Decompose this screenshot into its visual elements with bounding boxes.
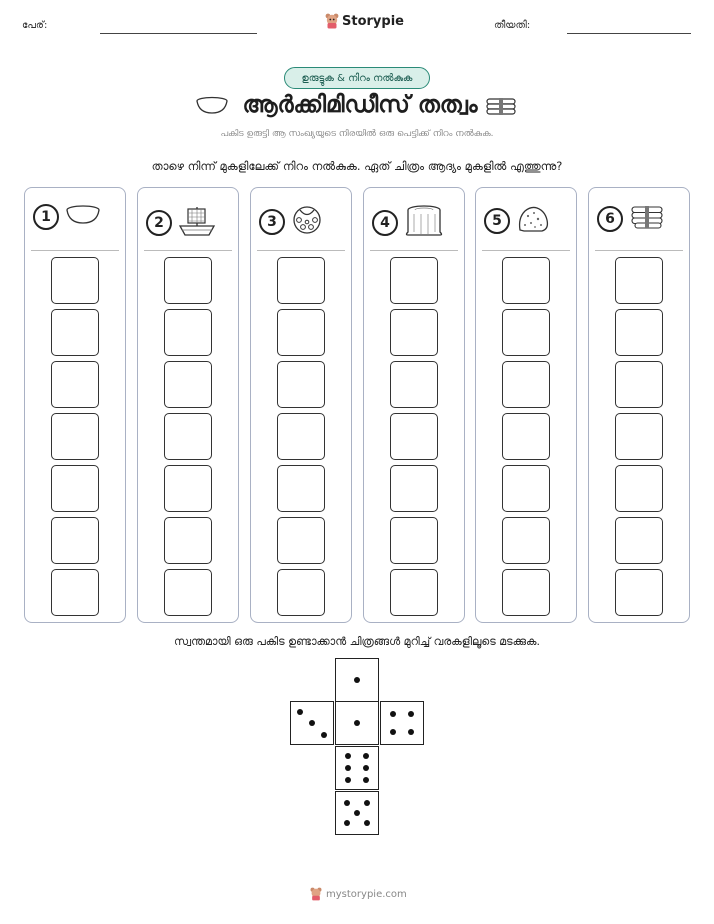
pip [345,765,351,771]
color-box[interactable] [164,309,212,356]
bowl-icon [65,204,101,230]
color-box[interactable] [502,517,550,564]
pip [309,720,315,726]
page-title: ആർക്കിമിഡീസ് തത്വം [242,92,478,118]
column-1 [24,187,126,623]
date-line[interactable] [567,33,691,34]
ship-icon [178,204,216,242]
column-number: 6 [597,206,623,232]
color-box[interactable] [164,517,212,564]
color-box[interactable] [277,257,325,304]
pip [390,711,396,717]
color-box[interactable] [277,517,325,564]
rock-icon [516,204,550,238]
color-box[interactable] [615,465,663,512]
dice-face-4 [380,701,424,745]
brand-name: Storypie [342,13,404,29]
color-box[interactable] [277,309,325,356]
column-divider [370,250,458,251]
column-2 [137,187,239,623]
dice-face-1 [335,658,379,702]
footer-url[interactable]: mystorypie.com [326,888,407,900]
color-box[interactable] [277,569,325,616]
color-box[interactable] [164,257,212,304]
color-box[interactable] [51,257,99,304]
column-number: 1 [33,204,59,230]
column-number: 3 [259,209,285,235]
color-box[interactable] [502,569,550,616]
pip [363,765,369,771]
column-6 [588,187,690,623]
pip [297,709,303,715]
color-box[interactable] [51,413,99,460]
column-header [259,204,323,240]
pip [345,777,351,783]
pip [390,729,396,735]
column-divider [482,250,570,251]
column-3 [250,187,352,623]
color-box[interactable] [615,413,663,460]
column-header [597,204,667,234]
name-label: പേര്: [22,20,48,31]
bundle-icon [484,96,520,118]
column-divider [144,250,232,251]
pip [408,711,414,717]
column-divider [595,250,683,251]
color-box[interactable] [164,361,212,408]
column-number: 5 [484,208,510,234]
pip [408,729,414,735]
color-box[interactable] [390,517,438,564]
color-box[interactable] [502,413,550,460]
color-box[interactable] [51,309,99,356]
color-box[interactable] [390,569,438,616]
color-box[interactable] [502,361,550,408]
pip [321,732,327,738]
subtitle: പകിട ഉരുട്ടി ആ സംഖ്യയുടെ നിരയിൽ ഒരു പെട്ടിക്ക് നിറം നൽകുക. [220,129,494,139]
color-box[interactable] [277,465,325,512]
column-header [372,204,444,242]
bowl-icon [195,96,229,116]
color-box[interactable] [164,569,212,616]
pip [363,777,369,783]
ring-icon [291,204,323,240]
net-caption: സ്വന്തമായി ഒരു പകിട ഉണ്ടാക്കാൻ ചിത്രങ്ങൾ മുറിച്ച് വരകളിലൂടെ മടക്കുക. [174,635,540,648]
color-box[interactable] [390,413,438,460]
color-box[interactable] [615,569,663,616]
color-box[interactable] [502,309,550,356]
bundle-icon [629,204,667,234]
column-divider [257,250,345,251]
column-5 [475,187,577,623]
column-header [146,204,216,242]
color-box[interactable] [277,413,325,460]
color-box[interactable] [615,257,663,304]
color-box[interactable] [390,465,438,512]
color-box[interactable] [390,257,438,304]
log-stump-icon [404,204,444,242]
pip [345,753,351,759]
color-box[interactable] [502,257,550,304]
dice-face-6 [335,746,379,790]
pip [344,820,350,826]
storypie-mascot-icon [325,13,339,29]
column-header [33,204,101,230]
color-box[interactable] [164,413,212,460]
dice-face-3 [290,701,334,745]
color-box[interactable] [51,517,99,564]
activity-tag: ഉരുട്ടുക & നിറം നൽകുക [284,67,430,89]
color-box[interactable] [390,361,438,408]
color-box[interactable] [615,309,663,356]
brand-logo [325,13,404,29]
color-box[interactable] [277,361,325,408]
dice-face-5 [335,791,379,835]
column-divider [31,250,119,251]
pip [354,810,360,816]
column-4 [363,187,465,623]
pip [364,820,370,826]
date-label: തീയതി: [494,20,531,31]
color-box[interactable] [615,517,663,564]
column-header [484,204,550,238]
footer [310,887,407,901]
pip [363,753,369,759]
column-number: 4 [372,210,398,236]
dice-face-1 [335,701,379,745]
color-box[interactable] [51,465,99,512]
name-line[interactable] [100,33,257,34]
column-number: 2 [146,210,172,236]
color-box[interactable] [502,465,550,512]
color-box[interactable] [51,569,99,616]
pip [354,677,360,683]
instruction: താഴെ നിന്ന് മുകളിലേക്ക് നിറം നൽകുക. ഏത് ചിത്രം ആദ്യം മുകളിൽ എത്തുന്നു? [151,159,563,173]
pip [344,800,350,806]
color-box[interactable] [615,361,663,408]
color-box[interactable] [390,309,438,356]
pip [364,800,370,806]
storypie-mascot-icon [310,887,322,901]
color-box[interactable] [51,361,99,408]
pip [354,720,360,726]
color-box[interactable] [164,465,212,512]
